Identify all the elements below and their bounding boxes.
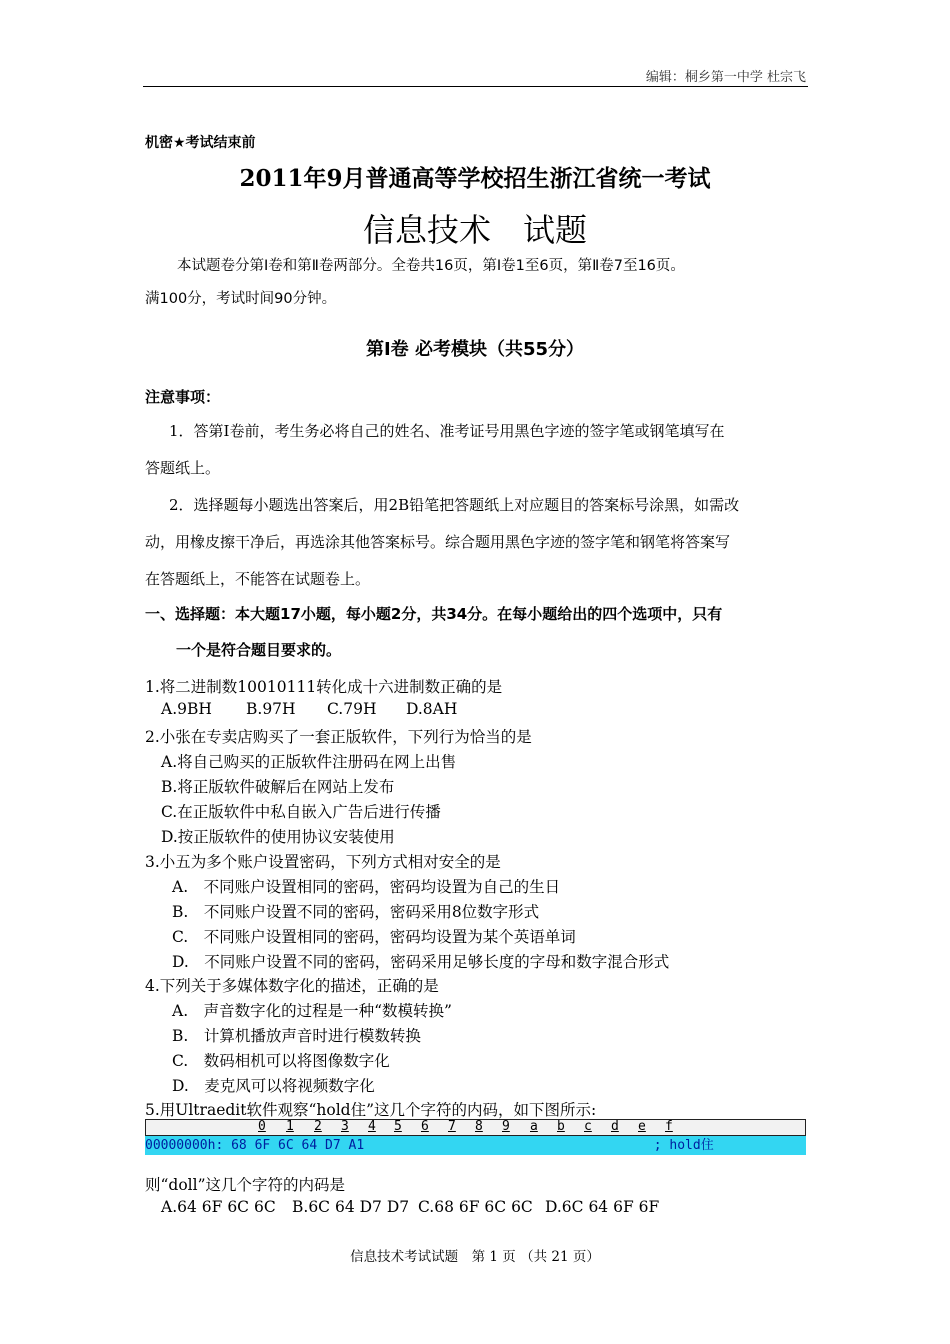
q3-option-b: B. 不同账户设置不同的密码，密码采用8位数字形式 — [172, 903, 540, 921]
ruler-digit: f — [665, 1119, 673, 1134]
note2-line2: 动，用橡皮擦干净后，再选涂其他答案标号。综合题用黑色字迹的签字笔和钢笔将答案写 — [145, 533, 731, 551]
q2-option-a: A.将自己购买的正版软件注册码在网上出售 — [161, 753, 457, 771]
ruler-digit: a — [530, 1119, 538, 1134]
question-1-stem: 1.将二进制数10010111转化成十六进制数正确的是 — [145, 678, 503, 696]
q1-option-c: C.79H — [327, 700, 377, 718]
q5-option-d: D.6C 64 6F 6F — [545, 1198, 660, 1216]
q3-option-a: A. 不同账户设置相同的密码，密码均设置为自己的生日 — [172, 878, 561, 896]
question-4-stem: 4.下列关于多媒体数字化的描述，正确的是 — [145, 977, 439, 995]
page-footer: 信息技术考试试题 第 1 页 （共 21 页） — [350, 1249, 600, 1265]
ruler-digit: 7 — [448, 1119, 456, 1134]
q3-option-c: C. 不同账户设置相同的密码，密码均设置为某个英语单词 — [172, 928, 576, 946]
notice-heading: 注意事项： — [145, 388, 221, 406]
subject-title: 信息技术 试题 — [362, 211, 587, 249]
part1-title: 第Ⅰ卷 必考模块（共55分） — [365, 339, 584, 360]
q5-option-a: A.64 6F 6C 6C — [161, 1198, 276, 1216]
ruler-digit: c — [584, 1119, 592, 1134]
ruler-digit: 4 — [368, 1119, 376, 1134]
section1-heading-line1: 一、选择题：本大题17小题，每小题2分，共34分。在每小题给出的四个选项中，只有 — [145, 605, 723, 623]
q2-option-d: D.按正版软件的使用协议安装使用 — [161, 828, 395, 846]
question-5-followup: 则“doll”这几个字符的内码是 — [145, 1176, 346, 1194]
ruler-digit: b — [557, 1119, 565, 1134]
ruler-digit: 2 — [314, 1119, 322, 1134]
ruler-digit: 3 — [341, 1119, 349, 1134]
question-3-stem: 3.小五为多个账户设置密码，下列方式相对安全的是 — [145, 853, 501, 871]
q1-option-b: B.97H — [246, 700, 296, 718]
q4-option-a: A. 声音数字化的过程是一种“数模转换” — [172, 1002, 452, 1020]
note2-line3: 在答题纸上，不能答在试题卷上。 — [145, 570, 371, 588]
q5-option-c: C.68 6F 6C 6C — [418, 1198, 533, 1216]
q2-option-b: B.将正版软件破解后在网站上发布 — [161, 778, 395, 796]
hex-column-ruler — [145, 1119, 806, 1136]
exam-title: 2011年9月普通高等学校招生浙江省统一考试 — [239, 165, 711, 192]
ruler-digit: 1 — [286, 1119, 294, 1134]
note1-line1: 1．答第Ⅰ卷前，考生务必将自己的姓名、准考证号用黑色字迹的签字笔或钢笔填写在 — [169, 422, 725, 440]
intro-line-2: 满100分，考试时间90分钟。 — [145, 291, 337, 307]
ruler-digit: 5 — [394, 1119, 402, 1134]
ruler-digit: 0 — [258, 1119, 266, 1134]
ruler-digit: 6 — [421, 1119, 429, 1134]
ruler-digit: e — [638, 1119, 646, 1134]
section1-heading-line2: 一个是符合题目要求的。 — [176, 641, 342, 659]
q4-option-c: C. 数码相机可以将图像数字化 — [172, 1052, 390, 1070]
note2-line1: 2．选择题每小题选出答案后，用2B铅笔把答题纸上对应题目的答案标号涂黑，如需改 — [169, 496, 740, 514]
question-2-stem: 2.小张在专卖店购买了一套正版软件，下列行为恰当的是 — [145, 728, 532, 746]
page-header-editor: 编辑：桐乡第一中学 杜宗飞 — [645, 70, 806, 85]
hex-data-row: 00000000h: 68 6F 6C 64 D7 A1 ; hold住 — [145, 1136, 806, 1155]
confidential-label: 机密★考试结束前 — [145, 135, 256, 151]
q2-option-c: C.在正版软件中私自嵌入广告后进行传播 — [161, 803, 441, 821]
intro-line-1: 本试题卷分第Ⅰ卷和第Ⅱ卷两部分。全卷共16页，第Ⅰ卷1至6页，第Ⅱ卷7至16页。 — [177, 258, 685, 274]
q1-option-a: A.9BH — [161, 700, 212, 718]
ruler-digit: 9 — [502, 1119, 510, 1134]
ultraedit-hex-view — [145, 1119, 806, 1156]
q5-option-b: B.6C 64 D7 D7 — [292, 1198, 410, 1216]
q4-option-d: D. 麦克风可以将视频数字化 — [172, 1077, 375, 1095]
q1-option-d: D.8AH — [406, 700, 458, 718]
q3-option-d: D. 不同账户设置不同的密码，密码采用足够长度的字母和数字混合形式 — [172, 953, 670, 971]
ruler-digit: d — [611, 1119, 619, 1134]
header-rule — [143, 86, 808, 87]
ruler-digit: 8 — [475, 1119, 483, 1134]
note1-line2: 答题纸上。 — [145, 459, 221, 477]
q4-option-b: B. 计算机播放声音时进行模数转换 — [172, 1027, 421, 1045]
question-5-stem: 5.用Ultraedit软件观察“hold住”这几个字符的内码，如下图所示: — [145, 1101, 597, 1119]
